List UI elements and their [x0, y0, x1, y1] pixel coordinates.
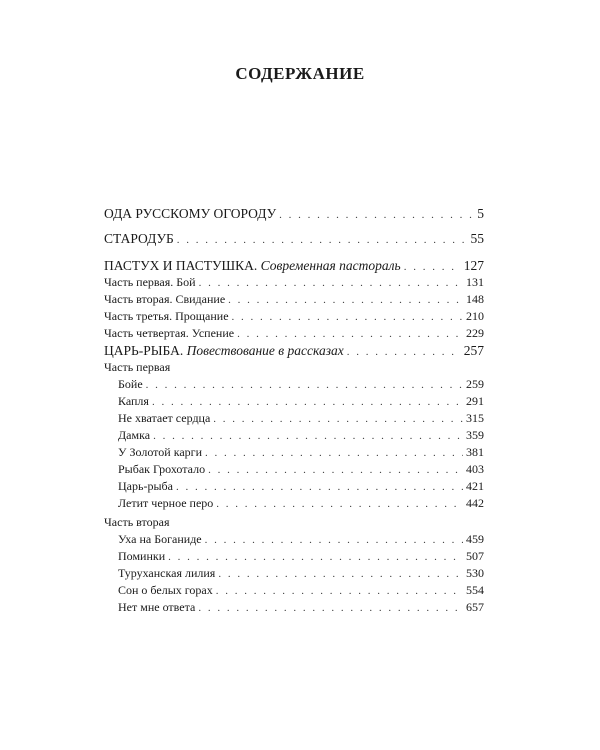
toc-part-heading: Часть первая [104, 360, 171, 374]
toc-entry-page: 229 [466, 326, 484, 340]
toc-entry-label: Нет мне ответа [118, 600, 196, 614]
toc-entry-tsar-ryba[interactable] [104, 343, 484, 359]
toc-entry-label: ЦАРЬ-РЫБА. Повествование в рассказах [104, 343, 344, 358]
leader-dots [232, 311, 463, 323]
toc-entry-liliya[interactable] [118, 566, 484, 581]
toc-entry-ne-khvataet[interactable] [118, 411, 484, 426]
leader-dots [153, 430, 463, 442]
toc-entry-label: Часть вторая. Свидание [104, 292, 226, 306]
toc-entry-pastukh[interactable] [104, 258, 484, 274]
leader-dots [228, 294, 463, 306]
leader-dots [168, 551, 463, 563]
toc-entry-label: Рыбак Грохотало [118, 462, 206, 476]
toc-entry-letit-pero[interactable] [118, 496, 484, 511]
page-title: СОДЕРЖАНИЕ [235, 64, 365, 83]
toc-entry-tsar-ryba-story[interactable] [118, 479, 484, 494]
toc-entry-pominki[interactable] [118, 549, 484, 564]
toc-entry-page: 148 [466, 292, 484, 306]
toc-part-heading: Часть вторая [104, 515, 170, 529]
toc-entry-page: 127 [463, 258, 484, 273]
toc-entry-label: Не хватает сердца [118, 411, 211, 425]
toc-entry-label: Часть первая. Бой [104, 275, 196, 289]
toc-entry-son[interactable] [118, 583, 484, 598]
toc-entry-label: ОДА РУССКОМУ ОГОРОДУ [104, 206, 277, 221]
toc-entry-page: 421 [466, 479, 484, 493]
leader-dots [237, 328, 463, 340]
leader-dots [152, 396, 463, 408]
toc-entry-subtitle: Современная пастораль [260, 258, 401, 273]
toc-entry-label: У Золотой карги [118, 445, 203, 459]
toc-entry-pastukh-part2[interactable] [104, 292, 484, 307]
toc-entry-pastukh-part4[interactable] [104, 326, 484, 341]
toc-entry-label: Летит черное перо [118, 496, 214, 510]
toc-entry-damka[interactable] [118, 428, 484, 443]
toc-entry-label: Уха на Боганиде [118, 532, 202, 546]
toc-entry-net-otveta[interactable] [118, 600, 484, 615]
toc-entry-page: 315 [466, 411, 484, 425]
toc-entry-page: 5 [477, 206, 484, 221]
leader-dots [146, 379, 463, 391]
leader-dots [218, 568, 463, 580]
toc-entry-subtitle: Повествование в рассказах [186, 343, 344, 358]
toc-entry-page: 507 [466, 549, 484, 563]
toc-entry-page: 55 [470, 231, 484, 246]
toc-entry-page: 131 [466, 275, 484, 289]
toc-entry-page: 210 [466, 309, 484, 323]
toc-entry-page: 359 [466, 428, 484, 442]
toc-entry-page: 381 [466, 445, 484, 459]
toc-entry-page: 259 [466, 377, 484, 391]
leader-dots [205, 534, 463, 546]
leader-dots [347, 346, 461, 358]
toc-entry-page: 530 [466, 566, 484, 580]
toc-entry-page: 403 [466, 462, 484, 476]
toc-entry-starodub[interactable] [104, 231, 484, 247]
toc-entry-label: Туруханская лилия [118, 566, 216, 580]
toc-entry-label: Часть четвертая. Успение [104, 326, 235, 340]
toc-entry-label: Часть третья. Прощание [104, 309, 229, 323]
toc-entry-ukha[interactable] [118, 532, 484, 547]
toc-entry-page: 459 [466, 532, 484, 546]
toc-entry-pastukh-part3[interactable] [104, 309, 484, 324]
toc-entry-page: 657 [466, 600, 484, 614]
leader-dots [213, 413, 463, 425]
leader-dots [199, 277, 463, 289]
toc-entry-page: 442 [466, 496, 484, 510]
toc-entry-rybak[interactable] [118, 462, 484, 477]
toc-entry-zolotoy-kargi[interactable] [118, 445, 484, 460]
toc-entry-oda[interactable] [104, 206, 484, 222]
toc-entry-label: Бойе [118, 377, 143, 391]
toc-entry-label: Дамка [118, 428, 151, 442]
toc-entry-label: Поминки [118, 549, 166, 563]
toc-entry-label: Царь-рыба [118, 479, 173, 493]
toc-entry-label: СТАРОДУБ [104, 231, 174, 246]
leader-dots [216, 585, 463, 597]
leader-dots [177, 234, 468, 246]
toc-entry-boie[interactable] [118, 377, 484, 392]
toc-entry-label: ПАСТУХ И ПАСТУШКА. Современная пастораль [104, 258, 401, 273]
leader-dots [208, 464, 463, 476]
leader-dots [279, 209, 474, 221]
toc-entry-page: 291 [466, 394, 484, 408]
toc-entry-page: 257 [463, 343, 484, 358]
toc-entry-kaplya[interactable] [118, 394, 484, 409]
leader-dots [404, 261, 461, 273]
toc-entry-label: Капля [118, 394, 149, 408]
leader-dots [198, 602, 463, 614]
leader-dots [205, 447, 463, 459]
leader-dots [216, 498, 463, 510]
toc-entry-page: 554 [466, 583, 484, 597]
toc-entry-pastukh-part1[interactable] [104, 275, 484, 290]
toc-entry-label: Сон о белых горах [118, 583, 213, 597]
leader-dots [176, 481, 463, 493]
